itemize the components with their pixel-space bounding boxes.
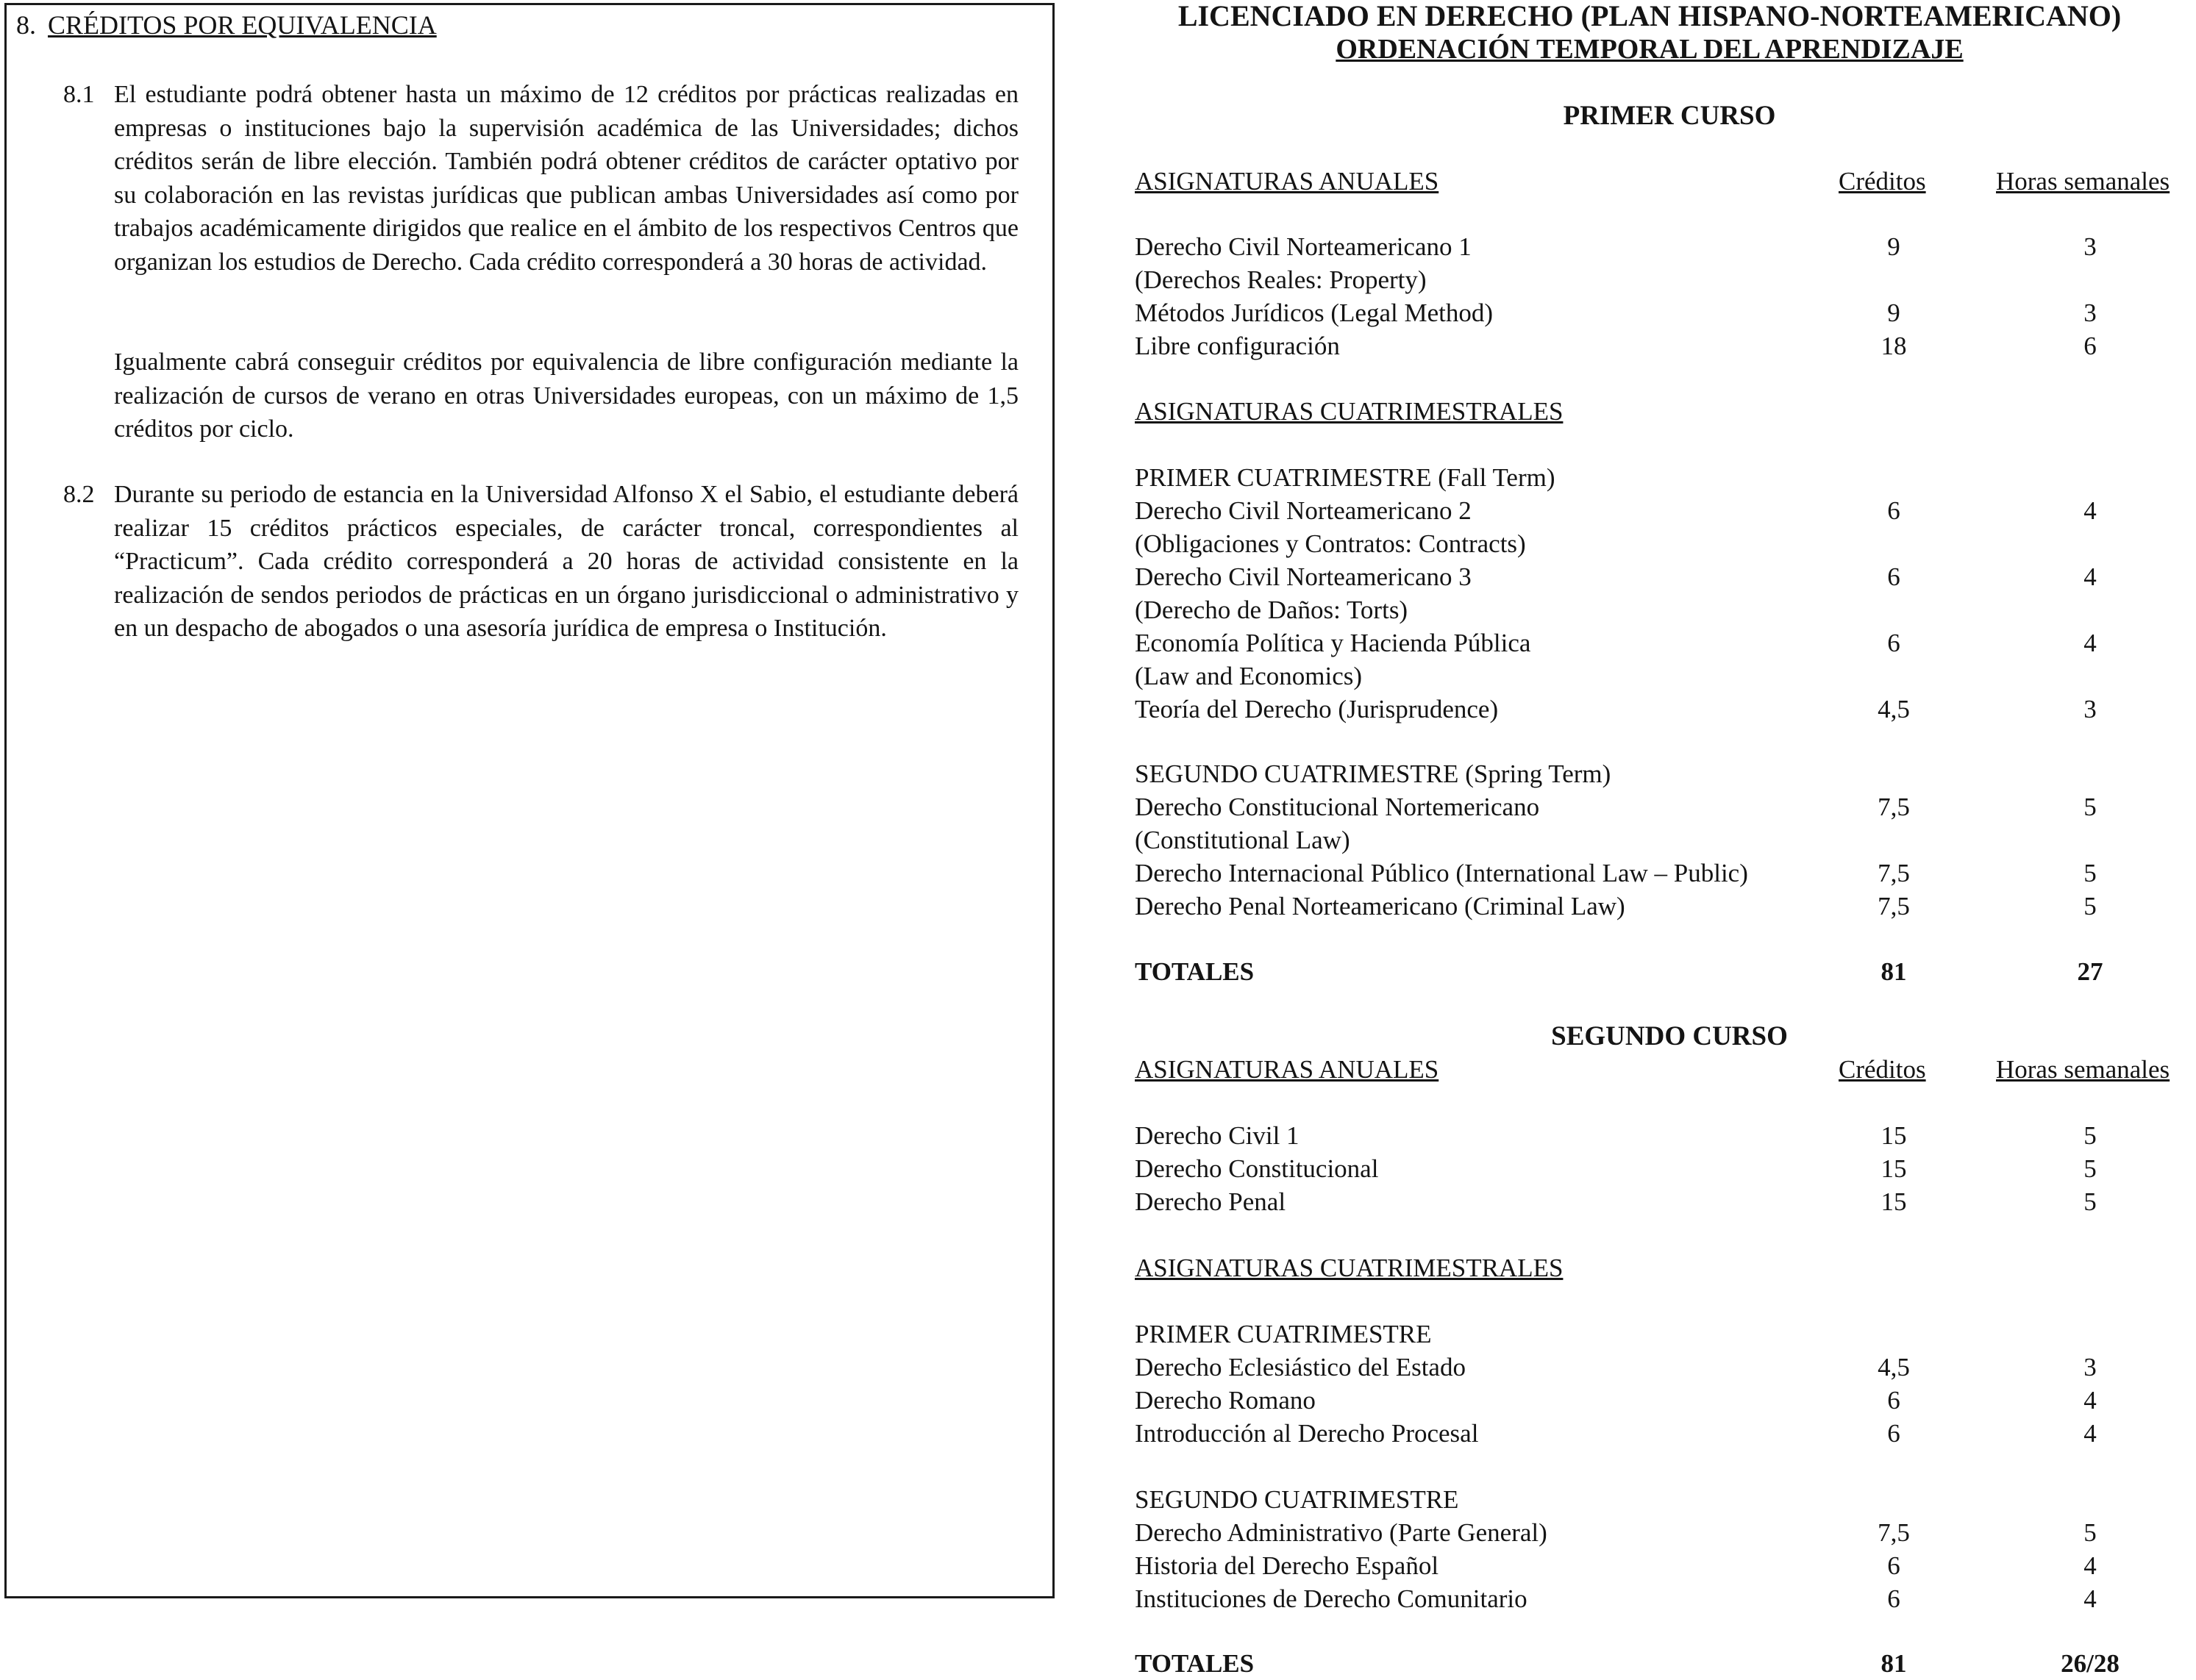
semester-subjects-header-row: [0, 1251, 2196, 1284]
first-term-label: PRIMER CUATRIMESTRE: [1135, 1320, 1432, 1348]
subject-row: [0, 857, 2196, 890]
subject-name: Derecho Penal: [1135, 1187, 1286, 1216]
subject-weekly-hours: 4: [2083, 1551, 2097, 1580]
section-title: CRÉDITOS POR EQUIVALENCIA: [48, 10, 437, 40]
totals-credits: 81: [1880, 1649, 1907, 1678]
subject-credits: 7,5: [1878, 793, 1910, 821]
subject-weekly-hours: 4: [2083, 629, 2097, 657]
section-number: 8.: [16, 10, 36, 40]
subject-name: Derecho Constitucional Nortemericano: [1135, 793, 1540, 821]
subject-row: [0, 660, 2196, 693]
section-heading: [16, 9, 437, 41]
subject-row: [0, 823, 2196, 857]
subject-row: [0, 790, 2196, 823]
subject-weekly-hours: 3: [2083, 232, 2097, 261]
subject-row: [0, 593, 2196, 626]
subject-weekly-hours: 5: [2083, 859, 2097, 887]
subject-name: (Derecho de Daños: Torts): [1135, 596, 1408, 624]
subject-credits: 15: [1880, 1121, 1907, 1150]
subject-row: [0, 693, 2196, 726]
subject-row: [0, 329, 2196, 362]
subject-weekly-hours: 5: [2083, 1187, 2097, 1216]
subject-row: [0, 890, 2196, 923]
totals-hours: 27: [2077, 957, 2103, 986]
credits-column-header: Créditos: [1839, 1055, 1926, 1084]
subject-weekly-hours: 3: [2083, 695, 2097, 723]
subject-row: [0, 1417, 2196, 1450]
annual-subjects-header: ASIGNATURAS ANUALES: [1135, 1055, 1439, 1084]
document-title: LICENCIADO EN DERECHO (PLAN HISPANO-NORTEAMERICANO): [1177, 0, 2122, 32]
subject-name: (Constitutional Law): [1135, 826, 1350, 854]
subject-credits: 9: [1887, 232, 1900, 261]
subject-name: (Obligaciones y Contratos: Contracts): [1135, 529, 1526, 558]
subject-credits: 15: [1880, 1154, 1907, 1183]
subject-row: [0, 626, 2196, 660]
subject-credits: 15: [1880, 1187, 1907, 1216]
semester-subjects-header: ASIGNATURAS CUATRIMESTRALES: [1135, 397, 1564, 426]
subject-row: [0, 560, 2196, 593]
subject-weekly-hours: 3: [2083, 1353, 2097, 1381]
table-header-row: [0, 165, 2196, 198]
subject-weekly-hours: 6: [2083, 332, 2097, 360]
subject-row: [0, 296, 2196, 329]
term-label-row: [0, 757, 2196, 790]
totals-label: TOTALES: [1135, 1649, 1255, 1678]
paragraph-8-2: Durante su periodo de estancia en la Universidad Alfonso X el Sabio, el estudiante deberá realizar 15 créditos prácticos especiales, de carácter troncal, correspondientes al “Practicum”. Cada crédito corresponderá a 20 horas de actividad consistente en la realización de sendos periodos de prácticas en un órgano jurisdiccional o administrativo y en un despacho de abogados o una asesoría jurídica de empresa o Institución.: [114, 481, 1019, 642]
credits-column-header: Créditos: [1839, 167, 1926, 196]
paragraph-8-1-continued: Igualmente cabrá conseguir créditos por equivalencia de libre configuración mediante la realización de cursos de verano en otras Universidades europeas, con un máximo de 1,5 créditos por ciclo.: [114, 348, 1019, 443]
subject-row: [0, 230, 2196, 263]
paragraph-number-8-2: 8.2: [63, 481, 95, 508]
subject-weekly-hours: 4: [2083, 496, 2097, 525]
subject-credits: 6: [1887, 1386, 1900, 1415]
subject-row: [0, 1582, 2196, 1615]
subject-row: [0, 263, 2196, 296]
paragraph-number-8-1: 8.1: [63, 81, 95, 108]
subject-name: Teoría del Derecho (Jurisprudence): [1135, 695, 1499, 723]
weekly-hours-column-header: Horas semanales: [1996, 1055, 2170, 1084]
subject-weekly-hours: 5: [2083, 1518, 2097, 1547]
totals-row: [0, 1647, 2196, 1680]
subject-name: Instituciones de Derecho Comunitario: [1135, 1584, 1527, 1613]
second-term-label: SEGUNDO CUATRIMESTRE: [1135, 1485, 1459, 1514]
term-label-row: [0, 1318, 2196, 1351]
term-label-row: [0, 461, 2196, 494]
subject-credits: 18: [1880, 332, 1907, 360]
subject-name: (Law and Economics): [1135, 662, 1363, 690]
subject-row: [0, 1152, 2196, 1185]
subject-weekly-hours: 5: [2083, 1121, 2097, 1150]
subject-credits: 4,5: [1878, 695, 1910, 723]
semester-subjects-header-row: [0, 395, 2196, 428]
subject-name: Derecho Civil Norteamericano 2: [1135, 496, 1472, 525]
subject-credits: 7,5: [1878, 1518, 1910, 1547]
subject-weekly-hours: 4: [2083, 1584, 2097, 1613]
totals-label: TOTALES: [1135, 957, 1255, 986]
totals-row: [0, 955, 2196, 988]
subject-credits: 6: [1887, 1584, 1900, 1613]
document-subtitle: ORDENACIÓN TEMPORAL DEL APRENDIZAJE: [1336, 34, 1964, 65]
subject-name: Historia del Derecho Español: [1135, 1551, 1439, 1580]
subject-name: Métodos Jurídicos (Legal Method): [1135, 299, 1493, 327]
second-term-label: SEGUNDO CUATRIMESTRE (Spring Term): [1135, 759, 1611, 788]
totals-credits: 81: [1880, 957, 1907, 986]
subject-weekly-hours: 4: [2083, 562, 2097, 591]
paragraph-8-1: El estudiante podrá obtener hasta un máximo de 12 créditos por prácticas realizadas en empresas o instituciones bajo la supervisión académica de las Universidades; dichos créditos serán de libre elección. También podrá obtener créditos de carácter optativo por su colaboración en las revistas jurídicas que publican ambas Universidades así como por trabajos académicamente dirigidos que realice en el ámbito de los respectivos Centros que organizan los estudios de Derecho. Cada crédito corresponderá a 30 horas de actividad.: [114, 81, 1019, 276]
totals-hours: 26/28: [2061, 1649, 2120, 1678]
subject-credits: 6: [1887, 496, 1900, 525]
subject-name: Economía Política y Hacienda Pública: [1135, 629, 1531, 657]
table-header-row: [0, 1053, 2196, 1086]
first-term-label: PRIMER CUATRIMESTRE (Fall Term): [1135, 463, 1555, 492]
subject-row: [0, 1351, 2196, 1384]
subject-credits: 4,5: [1878, 1353, 1910, 1381]
subject-credits: 7,5: [1878, 892, 1910, 921]
subject-weekly-hours: 5: [2083, 1154, 2097, 1183]
weekly-hours-column-header: Horas semanales: [1996, 167, 2170, 196]
subject-name: Derecho Civil Norteamericano 3: [1135, 562, 1472, 591]
subject-row: [0, 1549, 2196, 1582]
subject-name: Derecho Romano: [1135, 1386, 1316, 1415]
semester-subjects-header: ASIGNATURAS CUATRIMESTRALES: [1135, 1254, 1564, 1282]
subject-name: Libre configuración: [1135, 332, 1340, 360]
subject-weekly-hours: 5: [2083, 892, 2097, 921]
subject-name: Introducción al Derecho Procesal: [1135, 1419, 1479, 1448]
subject-credits: 6: [1887, 629, 1900, 657]
subject-weekly-hours: 4: [2083, 1419, 2097, 1448]
subject-row: [0, 527, 2196, 560]
subject-name: Derecho Civil 1: [1135, 1121, 1300, 1150]
subject-name: Derecho Penal Norteamericano (Criminal Law): [1135, 892, 1625, 921]
annual-subjects-header: ASIGNATURAS ANUALES: [1135, 167, 1439, 196]
subject-weekly-hours: 3: [2083, 299, 2097, 327]
course-title-segundo: SEGUNDO CURSO: [1551, 1021, 1788, 1051]
term-label-row: [0, 1483, 2196, 1516]
subject-weekly-hours: 4: [2083, 1386, 2097, 1415]
subject-name: Derecho Civil Norteamericano 1: [1135, 232, 1472, 261]
subject-name: (Derechos Reales: Property): [1135, 265, 1427, 294]
subject-row: [0, 1384, 2196, 1417]
subject-credits: 6: [1887, 562, 1900, 591]
subject-weekly-hours: 5: [2083, 793, 2097, 821]
course-title-primer: PRIMER CURSO: [1563, 101, 1776, 131]
subject-row: [0, 1119, 2196, 1152]
subject-row: [0, 494, 2196, 527]
subject-credits: 6: [1887, 1551, 1900, 1580]
subject-row: [0, 1516, 2196, 1549]
subject-name: Derecho Eclesiástico del Estado: [1135, 1353, 1466, 1381]
subject-credits: 9: [1887, 299, 1900, 327]
subject-row: [0, 1185, 2196, 1218]
subject-name: Derecho Internacional Público (International Law – Public): [1135, 859, 1748, 887]
subject-credits: 7,5: [1878, 859, 1910, 887]
subject-name: Derecho Constitucional: [1135, 1154, 1379, 1183]
subject-name: Derecho Administrativo (Parte General): [1135, 1518, 1547, 1547]
subject-credits: 6: [1887, 1419, 1900, 1448]
